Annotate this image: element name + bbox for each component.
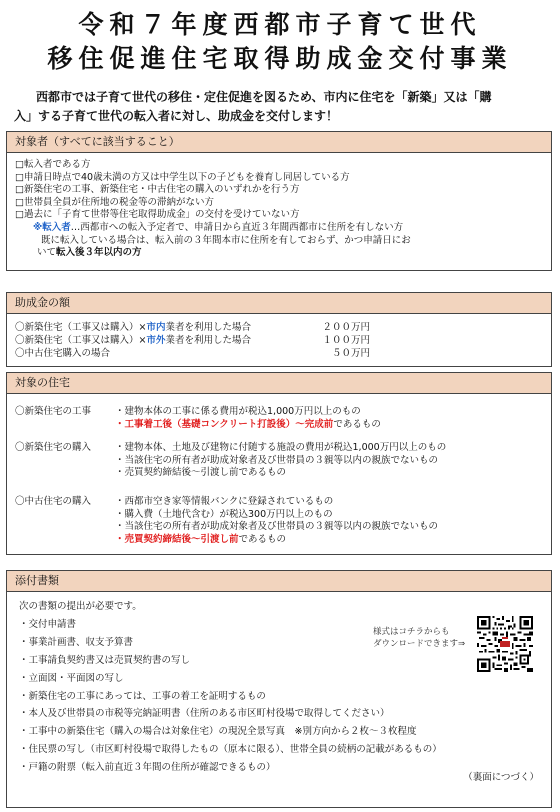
qr-download-note: [373, 626, 465, 650]
attachment-item: ・新築住宅の工事にあっては、工事の着工を証明するもの: [19, 690, 266, 702]
qr-note-line1: 様式はコチラからも: [373, 627, 450, 637]
subsidy-row: [15, 347, 543, 360]
housing-label: 〇中古住宅の購入: [15, 495, 92, 507]
intro-line1: 西都市では子育て世代の移住・定住促進を図るため、市内に住宅を「新築」又は「購: [36, 90, 492, 104]
housing-used-purchase: [15, 496, 543, 546]
eligibility-item: □申請日時点で40歳未満の方又は中学生以下の子どもを養育し同居している方: [15, 171, 350, 183]
subsidy-table: [7, 314, 551, 364]
housing-condition: ・建物本体の工事に係る費用が税込1,000万円以上のもの: [115, 406, 361, 417]
attachment-item: ・住民票の写し（市区町村役場で取得したもの（原本に限る）、世帯全員の続柄の記載があるもの）: [19, 744, 442, 756]
housing-condition: ・西都市空き家等情報バンクに登録されているもの: [115, 495, 334, 507]
subsidy-row-pre: 〇新築住宅（工事又は購入）×: [15, 322, 147, 333]
subsidy-amount: ２００万円: [322, 322, 370, 333]
housing-label: 〇新築住宅の工事: [15, 406, 92, 417]
subsidy-row: [15, 321, 543, 334]
attachments-heading: 添付書類: [7, 571, 551, 592]
qr-code-icon[interactable]: [477, 616, 533, 672]
subsidy-row: [15, 334, 543, 347]
attachments-list: [7, 592, 551, 784]
attachment-item: ・事業計画書、収支予算書: [19, 636, 134, 648]
attachment-item: ・戸籍の附票（転入前直近３年間の住所が確認できるもの）: [19, 762, 276, 774]
housing-heading: 対象の住宅: [7, 373, 551, 394]
qr-note-line2: ダウンロードできます⇒: [373, 639, 466, 649]
note-line1: …西都市への転入予定者で、申請日から直近３年間西都市に住所を有しない方: [70, 221, 404, 233]
note-line3: [15, 247, 543, 260]
housing-section: [6, 372, 552, 555]
attachments-section: [6, 570, 552, 808]
note-line3-pre: いて: [37, 247, 57, 259]
housing-condition-suffix: であるもの: [238, 533, 287, 545]
subsidy-row-post: 業者を利用した場合: [165, 335, 251, 346]
subsidy-amount: ５０万円: [331, 348, 370, 359]
housing-list: [7, 394, 551, 561]
eligibility-section: [6, 131, 552, 271]
eligibility-item: □過去に「子育て世帯等住宅取得助成金」の交付を受けていない方: [15, 209, 300, 221]
attachment-item: ・本人及び世帯員の市税等完納証明書（住所のある市区町村役場で取得してください）: [19, 708, 390, 720]
page-title-line1: 令和７年度西都市子育て世代: [78, 10, 482, 39]
housing-condition: ・建物本体、土地及び建物に付随する施設の費用が税込1,000万円以上のもの: [115, 442, 447, 454]
attachment-item: ・工事請負契約書又は売買契約書の写し: [19, 654, 191, 666]
housing-condition: ・売買契約締結後～引渡し前であるもの: [115, 467, 287, 479]
subsidy-row-pre: 〇中古住宅購入の場合: [15, 348, 111, 359]
subsidy-section: [6, 292, 552, 367]
note-term: 転入者: [42, 221, 71, 233]
subsidy-row-highlight: 市外: [146, 335, 166, 346]
subsidy-heading: 助成金の額: [7, 293, 551, 314]
eligibility-item: □世帯員全員が住所地の税金等の滞納がない方: [15, 196, 214, 208]
housing-condition: ・購入費（土地代含む）が税込300万円以上のもの: [115, 508, 333, 520]
housing-new-purchase: [15, 442, 543, 480]
intro-text: [14, 88, 546, 126]
subsidy-row-post: 業者を利用した場合: [165, 322, 251, 333]
housing-condition: ・当該住宅の所有者が助成対象者及び世帯員の３親等以内の親族でないもの: [115, 454, 439, 466]
subsidy-row-pre: 〇新築住宅（工事又は購入）×: [15, 335, 147, 346]
attachment-item: ・工事中の新築住宅（購入の場合は対象住宅）の現況全景写真 ※別方向から２枚～３枚程度: [19, 726, 417, 738]
eligibility-list: [7, 153, 551, 264]
housing-new-construction: [15, 406, 543, 431]
attachment-item: ・立面図・平面図の写し: [19, 672, 124, 684]
housing-condition: ・当該住宅の所有者が助成対象者及び世帯員の３親等以内の親族でないもの: [115, 521, 439, 533]
attachments-lead: 次の書類の提出が必要です。: [19, 601, 142, 612]
housing-condition-highlight: ・工事着工後（基礎コンクリート打設後）～完成前: [115, 418, 334, 430]
eligibility-item: □転入者である方: [15, 159, 91, 170]
subsidy-row-highlight: 市内: [146, 322, 166, 333]
note-line3-bold: 転入後３年以内の方: [56, 247, 142, 259]
attachment-item: ・交付申請書: [19, 618, 77, 630]
page-title-line2: 移住促進住宅取得助成金交付事業: [47, 44, 513, 73]
housing-condition-suffix: であるもの: [333, 418, 381, 430]
eligibility-item: □新築住宅の工事、新築住宅・中古住宅の購入のいずれかを行う方: [15, 184, 300, 196]
continued-note: （裏面につづく）: [463, 772, 539, 784]
note-mark: ※: [33, 221, 43, 233]
eligibility-heading: 対象者（すべてに該当すること）: [7, 132, 551, 153]
housing-label: 〇新築住宅の購入: [15, 442, 92, 454]
transferee-note: [15, 222, 543, 235]
subsidy-amount: １００万円: [322, 335, 370, 346]
intro-line2: 入」する子育て世代の転入者に対し、助成金を交付します！: [14, 109, 339, 123]
housing-condition-highlight: ・売買契約締結後～引渡し前: [115, 533, 239, 545]
note-line2: 既に転入している場合は、転入前の３年間本市に住所を有しておらず、かつ申請日にお: [41, 234, 411, 246]
